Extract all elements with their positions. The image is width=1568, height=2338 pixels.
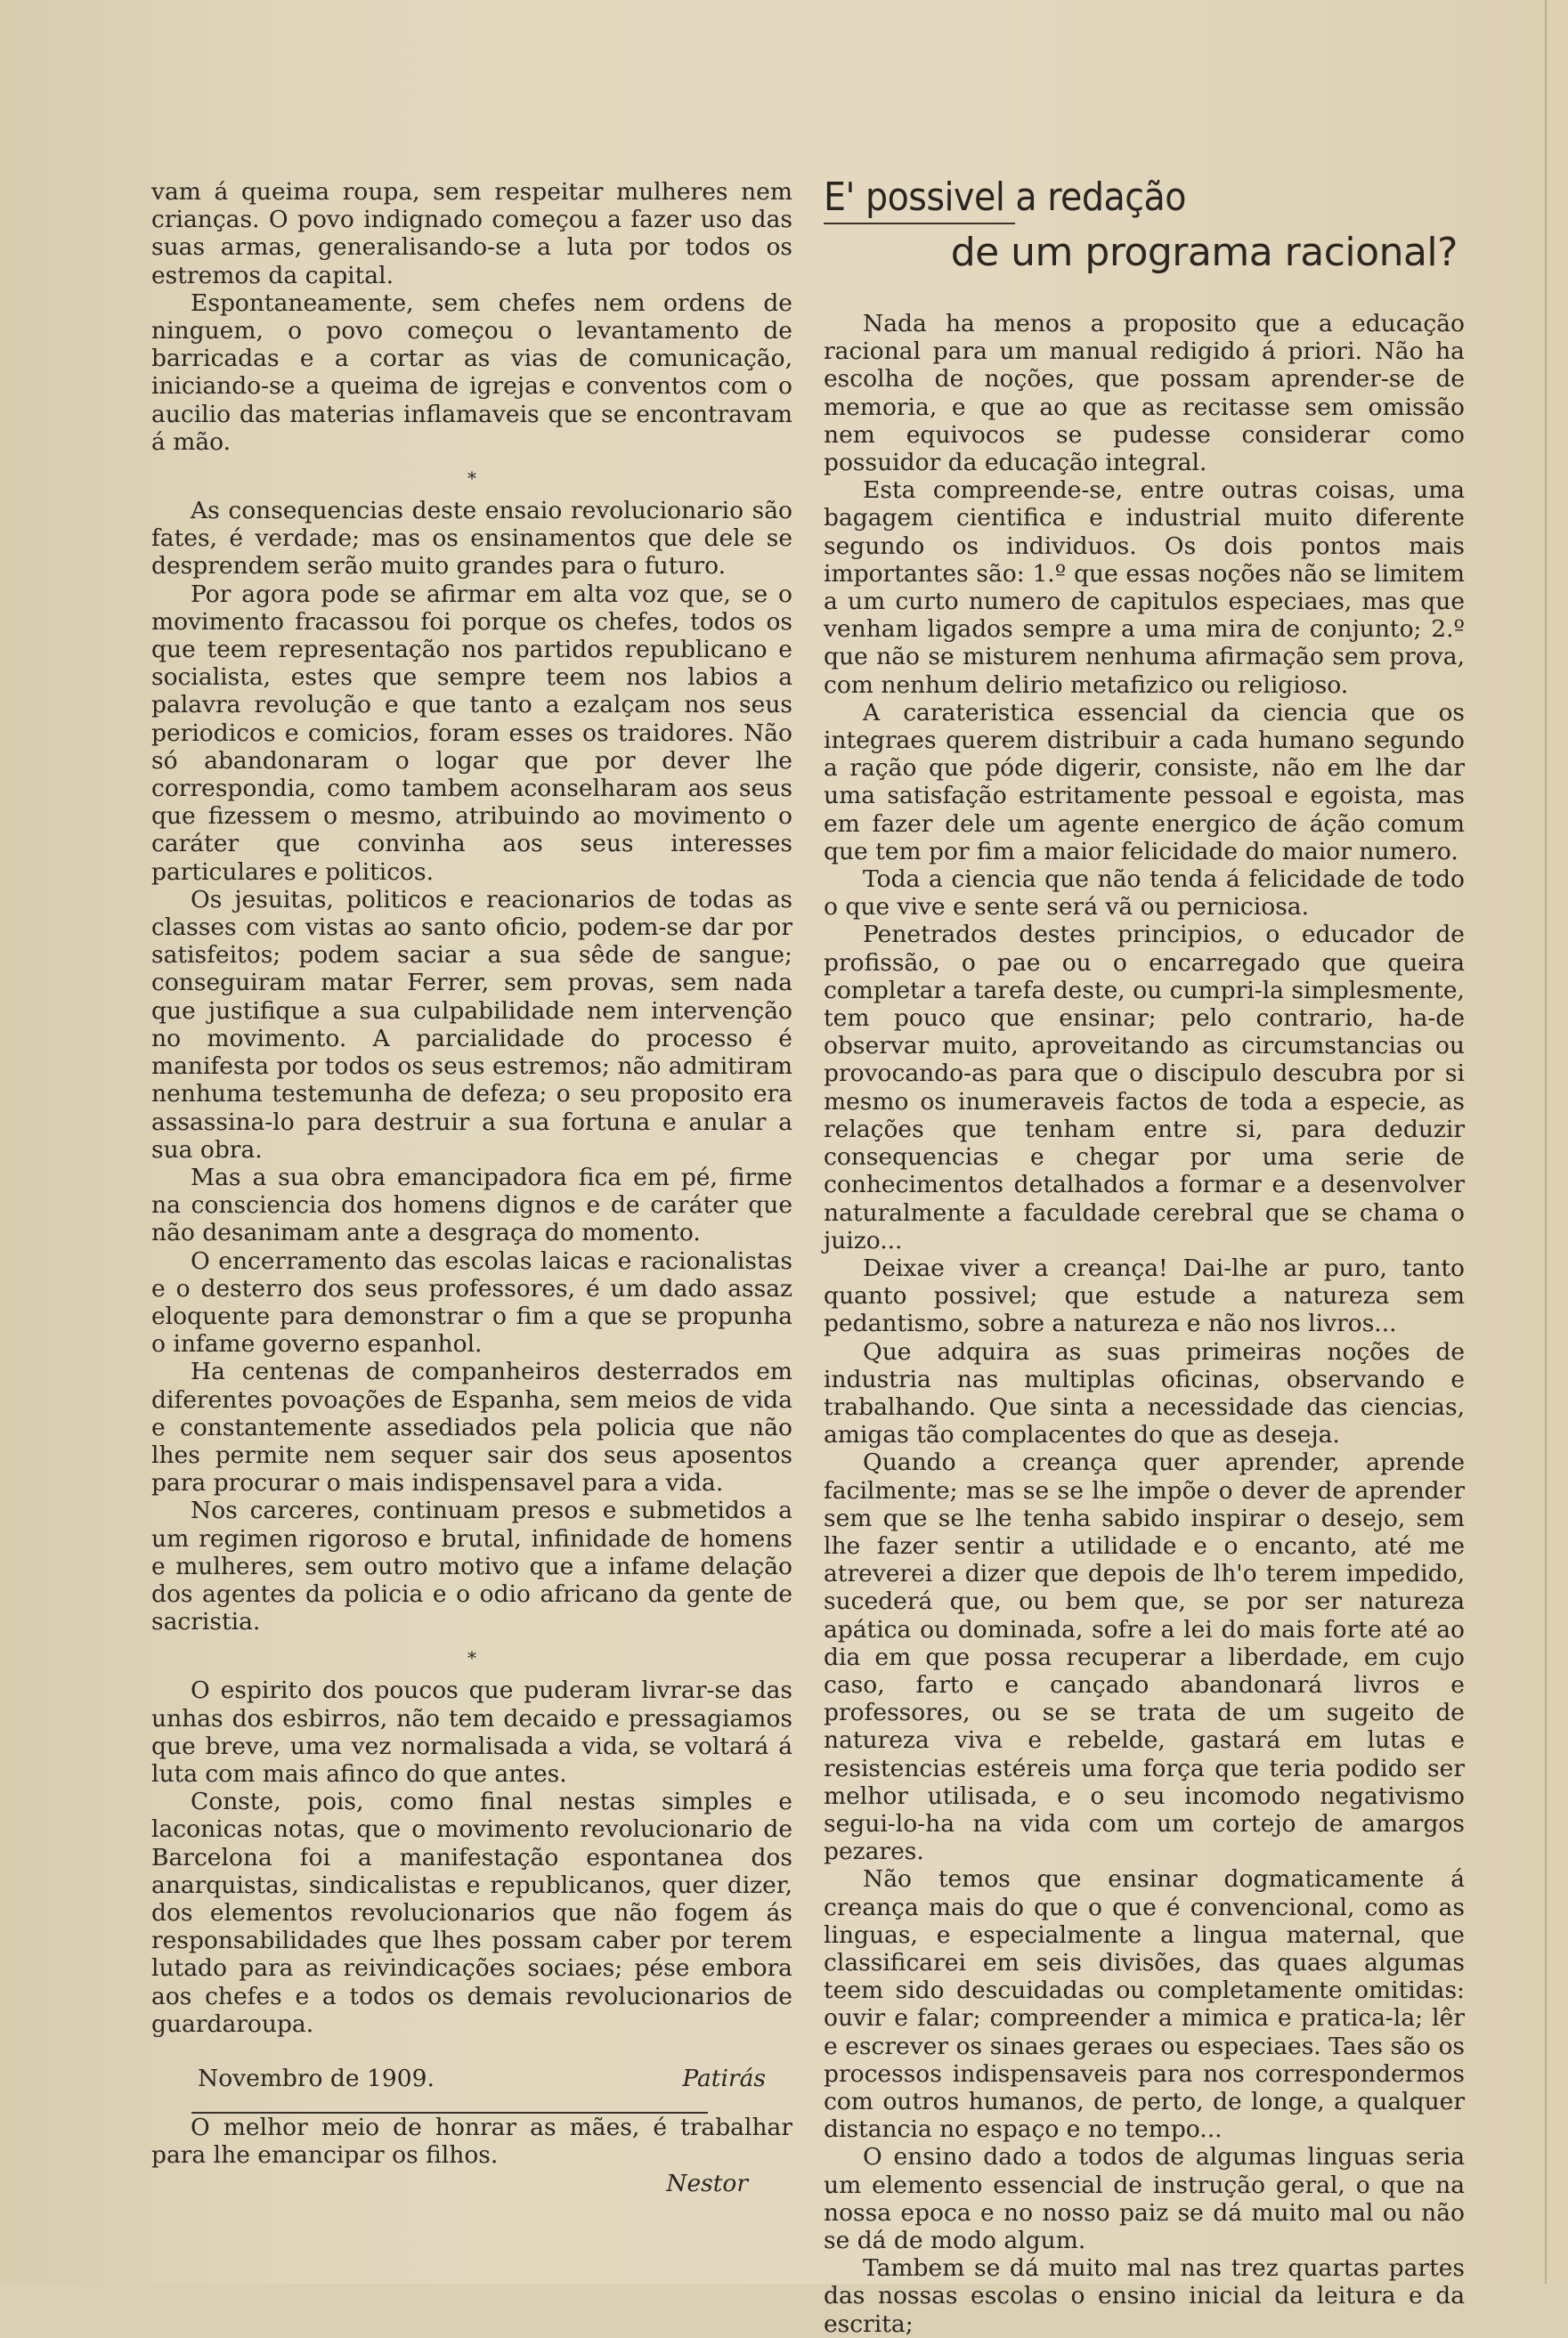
article-title-line-1: E' possivel a redação <box>824 175 1187 220</box>
right-column <box>824 176 1465 2338</box>
article-paragraph: A carateristica essencial da ciencia que os integraes querem distribuir a cada humano segundo a ração que póde digerir, consiste, não em lhe dar uma satisfação estritamente pessoal e egoista, mas em fazer dele um agente energico de áção comum que tem por fim a maior felicidade do maior numero. <box>824 698 1465 865</box>
article-paragraph: Tambem se dá muito mal nas trez quartas partes das nossas escolas o ensino inicial da leitura e da escrita; <box>824 2254 1465 2338</box>
article-paragraph: O ensino dado a todos de algumas linguas seria um elemento essencial de instrução geral, o que na nossa epoca e no nosso paiz se dá muito mal ou não se dá de modo algum. <box>824 2143 1465 2255</box>
article-paragraph: O encerramento das escolas laicas e racionalistas e o desterro dos seus professores, é um dado assaz eloquente para demonstrar o fim a que se propunha o infame governo espanhol. <box>151 1246 792 1359</box>
article-date: Novembro de 1909. <box>198 2065 435 2092</box>
article-paragraph: Não temos que ensinar dogmaticamente á creança mais do que o que é convencional, como as linguas, e especialmente a lingua maternal, que classificarei em seis divisões, das quaes algumas teem sido descuidadas ou completamente omitidas: ouvir e falar; compreender a mimica e pratica-la; lêr e escrever os sinaes geraes ou especiaes. Taes são os processos indispensaveis para nos correspondermos com outros humanos, de perto, de longe, a qualquer distancia no espaço e no tempo... <box>824 1865 1465 2144</box>
quote-author: Nestor <box>666 2169 748 2197</box>
article-signature: Patirás <box>682 2065 766 2092</box>
article-paragraph: Espontaneamente, sem chefes nem ordens de ninguem, o povo começou o levantamento de barricadas e a cortar as vias de comunicação, iniciando-se a queima de igrejas e conventos com o aucilio das materias inflamaveis que se encontravam á mão. <box>151 288 792 456</box>
article-paragraph: Conste, pois, como final nestas simples e laconicas notas, que o movimento revolucionario de Barcelona foi a manifestação espontanea dos anarquistas, sindicalistas e republicanos, quer dizer, dos elementos revolucionarios que não fogem ás responsabilidades que lhes possam caber por terem lutado para as reivindicações sociaes; pése embora aos chefes e a todos os demais revolucionarios de guardaroupa. <box>151 1788 792 2038</box>
article-paragraph: Penetrados destes principios, o educador de profissão, o pae ou o encarregado que queira completar a tarefa deste, ou cumpri-la simplesmente, tem pouco que ensinar; pelo contrario, ha-de observar muito, aproveitando as circumstancias ou provocando-as para que o discipulo descubra por si mesmo os inumeraveis factos de toda a especie, as relações que tenham entre si, para deduzir consequencias e chegar por uma serie de conhecimentos detalhados a formar e a desenvolver naturalmente a faculdade cerebral que se chama o juizo... <box>824 921 1465 1254</box>
quote-text: O melhor meio de honrar as mães, é trabalhar para lhe emancipar os filhos. <box>151 2114 792 2170</box>
article-paragraph: vam á queima roupa, sem respeitar mulheres nem crianças. O povo indignado começou a fazer uso das suas armas, generalisando-se a luta por todos os estremos da capital. <box>151 178 792 289</box>
article-paragraph: Nada ha menos a proposito que a educação racional para um manual redigido á priori. Não ha escolha de noções, que possam aprender-se de memoria, e que ao que as recitasse sem omissão nem equivocos se pudesse considerar como possuidor da educação integral. <box>824 310 1465 477</box>
article-paragraph: Esta compreende-se, entre outras coisas, uma bagagem cientifica e industrial muito diferente segundo os individuos. Os dois pontos mais importantes são: 1.º que essas noções não se limitem a um curto numero de capitulos especiaes, mas que venham ligados sempre a uma mira de conjunto; 2.º que não se misturem nenhuma afirmação sem prova, com nenhum delirio metafizico ou religioso. <box>824 476 1465 699</box>
section-separator: * <box>467 467 476 490</box>
article-paragraph: O espirito dos poucos que puderam livrar-se das unhas dos esbirros, não tem decaido e pressagiamos que breve, uma vez normalisada a vida, se voltará á luta com mais afinco do que antes. <box>151 1676 792 1788</box>
article-title-line-2: de um programa racional? <box>950 230 1458 275</box>
article-paragraph: Os jesuitas, politicos e reacionarios de todas as classes com vistas ao santo oficio, podem-se dar por satisfeitos; podem saciar a sua sêde de sangue; conseguiram matar Ferrer, sem provas, sem nada que justifique a sua culpabilidade nem intervenção no movimento. A parcialidade do processo é manifesta por todos os seus estremos; não admitiram nenhuma testemunha de defeza; o seu proposito era assassina-lo para destruir a sua fortuna e anular a sua obra. <box>151 885 792 1164</box>
section-separator: * <box>467 1647 476 1669</box>
article-paragraph: Nos carceres, continuam presos e submetidos a um regimen rigoroso e brutal, infinidade de homens e mulheres, sem outro motivo que a infame delação dos agentes da policia e o odio africano da gente de sacristia. <box>151 1497 792 1636</box>
article-paragraph: Por agora pode se afirmar em alta voz que, se o movimento fracassou foi porque os chefes, todos os que teem representação nos partidos republicano e socialista, estes que sempre teem nos labios a palavra revolução e que tanto a ezalçam nos seus periodicos e comicios, foram esses os traidores. Não só abandonaram o logar que por dever lhe correspondia, como tambem aconselharam aos seus que fizessem o mesmo, atribuindo ao movimento o caráter que convinha aos seus interesses particulares e politicos. <box>151 580 792 886</box>
article-paragraph: Mas a sua obra emancipadora fica em pé, firme na consciencia dos homens dignos e de caráter que não desanimam ante a desgraça do momento. <box>151 1163 792 1247</box>
title-rule <box>824 223 1015 224</box>
article-paragraph: As consequencias deste ensaio revolucionario são fates, é verdade; mas os ensinamentos que dele se desprendem serão muito grandes para o futuro. <box>151 497 792 580</box>
article-paragraph: Toda a ciencia que não tenda á felicidade de todo o que vive e sente será vã ou perniciosa. <box>824 865 1465 921</box>
page-fold <box>1545 0 1547 2284</box>
article-paragraph: Deixae viver a creança! Dai-lhe ar puro, tanto quanto possivel; que estude a natureza sem pedantismo, sobre a natureza e não nos livros... <box>824 1254 1465 1338</box>
left-column <box>151 178 792 2197</box>
article-paragraph: Que adquira as suas primeiras noções de industria nas multiplas oficinas, observando e trabalhando. Que sinta a necessidade das ciencias, amigas tão complacentes do que as deseja. <box>824 1337 1465 1449</box>
article-paragraph: Quando a creança quer aprender, aprende facilmente; mas se se lhe impõe o dever de aprender sem que se lhe tenha sabido inspirar o desejo, sem lhe fazer sentir a utilidade e o encanto, até me atreverei a dizer que depois de lh'o terem impedido, sucederá que, ou bem que, se por ser natureza apática ou dominada, sofre a lei do mais forte até ao dia em que possa recuperar a liberdade, em cujo caso, farto e cançado abandonará livros e professores, ou se se trata de um sugeito de natureza viva e rebelde, gastará em lutas e resistencias estéreis uma força que teria podido ser melhor utilisada, e o seu incomodo negativismo segui-lo-ha na vida com um cortejo de amargos pezares. <box>824 1449 1465 1866</box>
article-paragraph: Ha centenas de companheiros desterrados em diferentes povoações de Espanha, sem meios de vida e constantemente assediados pela policia que não lhes permite nem sequer sair dos seus aposentos para procurar o mais indispensavel para a vida. <box>151 1358 792 1498</box>
article-signoff <box>151 2065 792 2092</box>
